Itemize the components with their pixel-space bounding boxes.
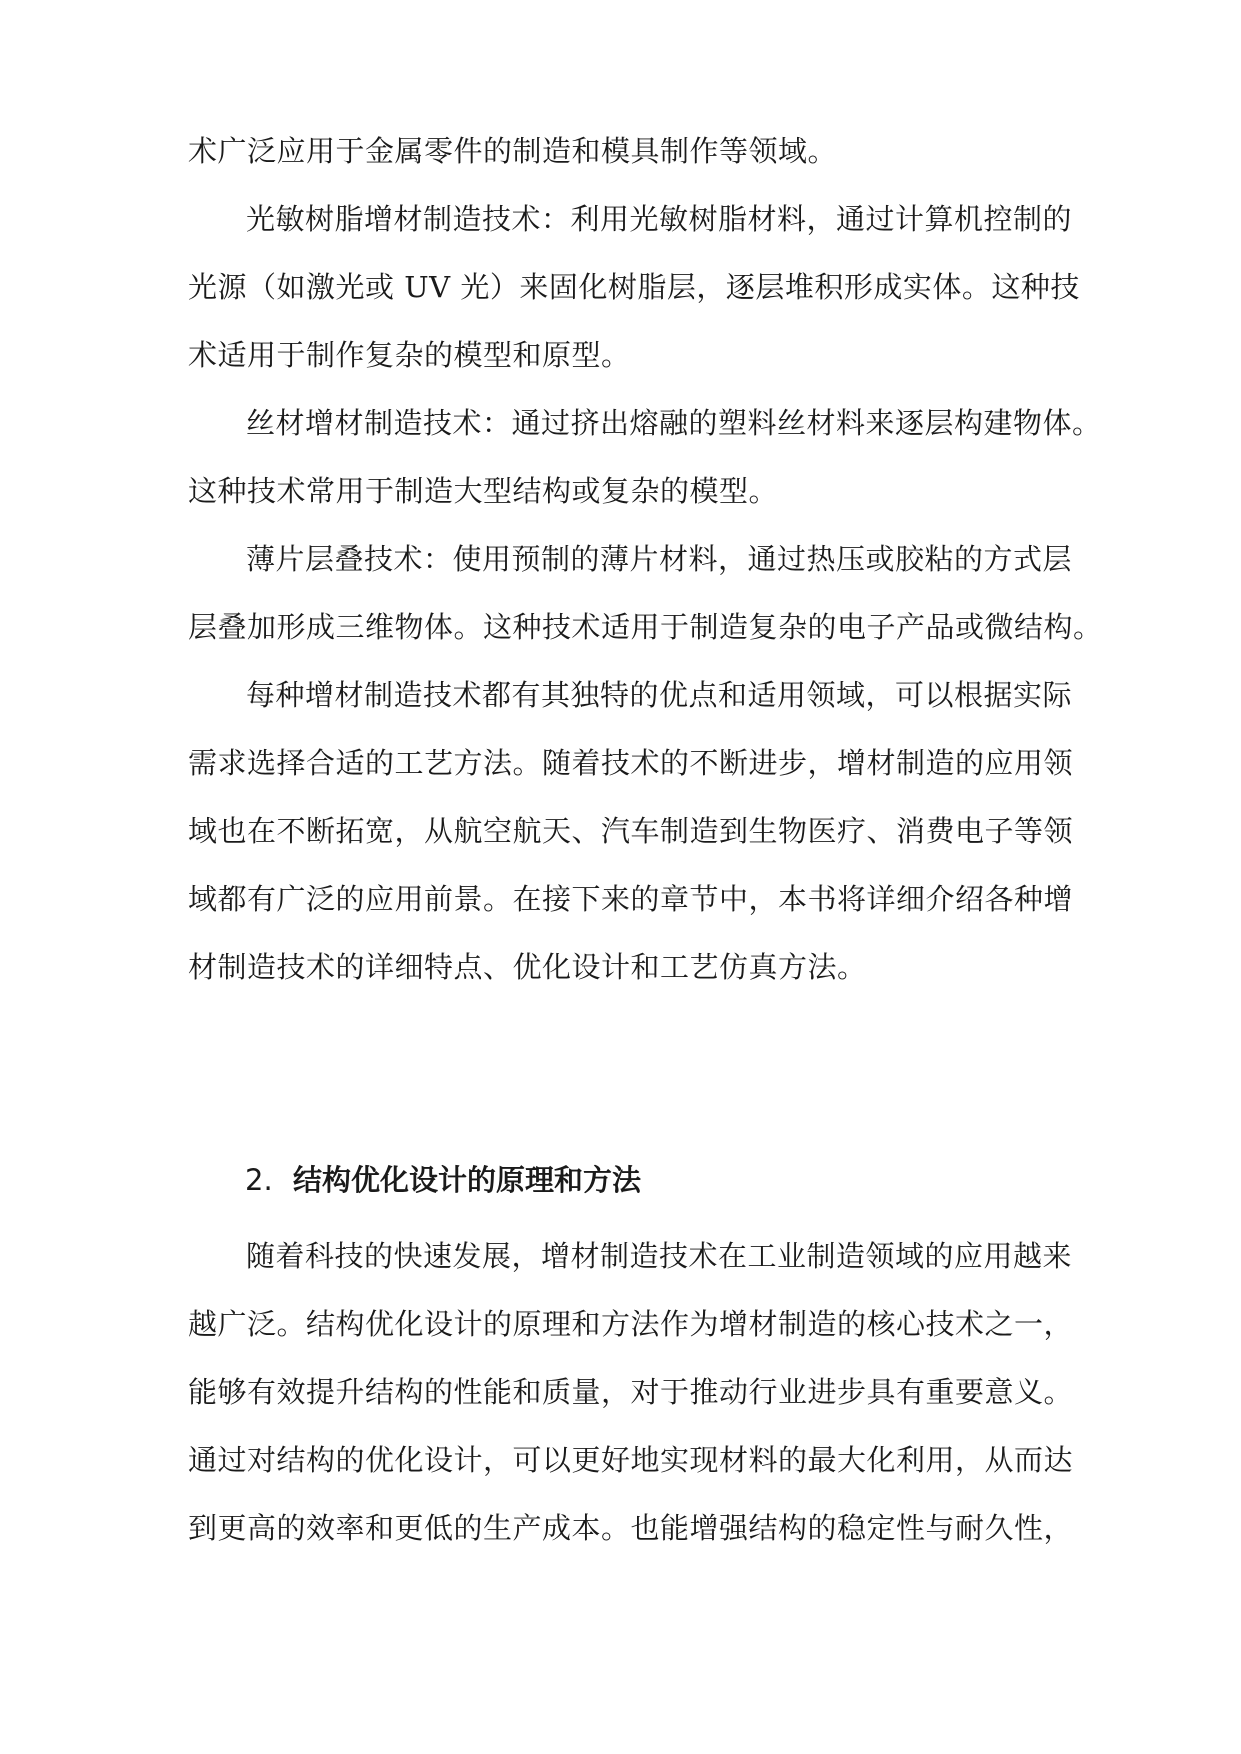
text-line: 这种技术常用于制造大型结构或复杂的模型。 [188,474,779,508]
text-line: 光源（如激光或 UV 光）来固化树脂层，逐层堆积形成实体。这种技 [188,270,1080,304]
text-line: 通过对结构的优化设计，可以更好地实现材料的最大化利用，从而达 [188,1443,1074,1477]
text-line: 每种增材制造技术都有其独特的优点和适用领域，可以根据实际 [246,678,1073,712]
text-line: 光敏树脂增材制造技术：利用光敏树脂材料，通过计算机控制的 [246,202,1073,236]
section-title: 结构优化设计的原理和方法 [293,1163,642,1197]
text-line: 随着科技的快速发展，增材制造技术在工业制造领域的应用越来 [246,1239,1073,1273]
text-line: 域也在不断拓宽，从航空航天、汽车制造到生物医疗、消费电子等领 [188,814,1074,848]
text-line: 到更高的效率和更低的生产成本。也能增强结构的稳定性与耐久性， [188,1511,1074,1545]
text-line: 术适用于制作复杂的模型和原型。 [188,338,631,372]
text-line: 需求选择合适的工艺方法。随着技术的不断进步，增材制造的应用领 [188,746,1074,780]
text-line: 术广泛应用于金属零件的制造和模具制作等领域。 [188,134,838,168]
text-line: 能够有效提升结构的性能和质量，对于推动行业进步具有重要意义。 [188,1375,1074,1409]
text-line: 丝材增材制造技术：通过挤出熔融的塑料丝材料来逐层构建物体。 [246,406,1102,440]
text-line: 层叠加形成三维物体。这种技术适用于制造复杂的电子产品或微结构。 [188,610,1103,644]
text-line: 薄片层叠技术：使用预制的薄片材料，通过热压或胶粘的方式层 [246,542,1073,576]
section-heading [245,1160,641,1200]
text-line: 域都有广泛的应用前景。在接下来的章节中，本书将详细介绍各种增 [188,882,1074,916]
text-line: 材制造技术的详细特点、优化设计和工艺仿真方法。 [188,950,867,984]
section-number: 2. [245,1163,273,1197]
text-line: 越广泛。结构优化设计的原理和方法作为增材制造的核心技术之一， [188,1307,1074,1341]
